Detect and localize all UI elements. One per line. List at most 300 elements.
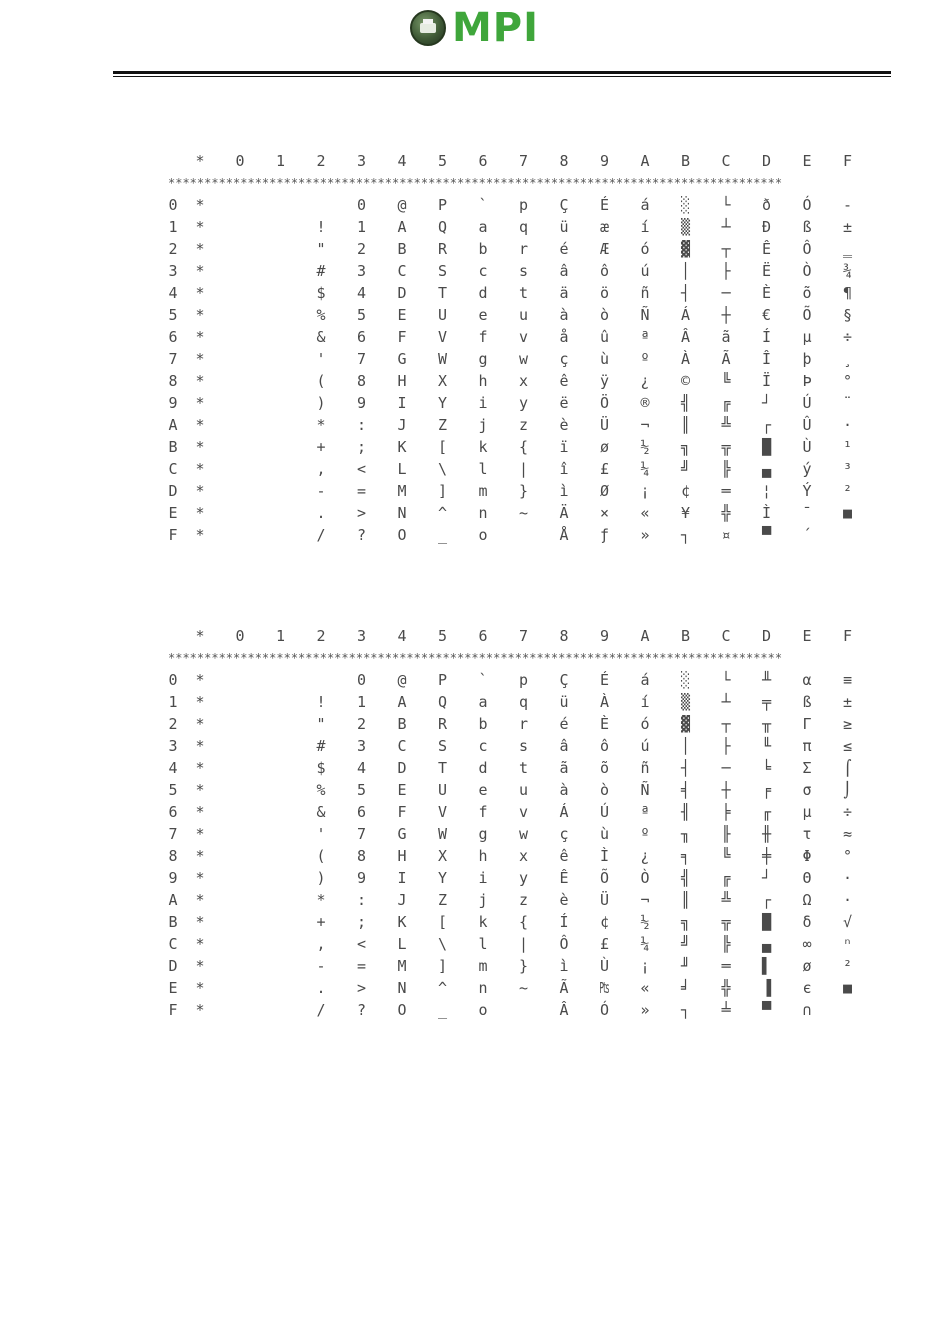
column-header: A <box>640 627 650 645</box>
char-cell: σ <box>802 781 812 799</box>
char-cell: ╬ <box>721 979 731 997</box>
char-cell: 0 <box>356 671 367 689</box>
asterisk-separator: ************************************************************************************* <box>168 651 783 661</box>
header-corner-star: * <box>195 152 205 170</box>
char-cell: ½ <box>640 913 650 931</box>
row-star: * <box>195 913 205 931</box>
row-label: A <box>168 891 178 909</box>
char-cell: Ç <box>559 196 569 214</box>
char-cell: E <box>397 306 407 324</box>
char-cell: 1 <box>356 693 367 711</box>
table-row <box>160 889 860 911</box>
separator-row <box>160 172 860 194</box>
char-cell: r <box>518 240 529 258</box>
char-cell: g <box>478 825 488 843</box>
char-cell: £ <box>599 935 610 953</box>
column-header: 9 <box>599 152 610 170</box>
char-cell: Á <box>680 306 691 324</box>
char-cell: ñ <box>640 759 650 777</box>
column-header: 5 <box>437 627 448 645</box>
char-cell: ] <box>437 482 448 500</box>
char-cell: K <box>397 438 407 456</box>
column-header: 5 <box>437 152 448 170</box>
char-cell: | <box>518 460 529 478</box>
char-cell: - <box>842 196 853 214</box>
char-cell: 2 <box>356 240 367 258</box>
char-cell: ù <box>599 825 610 843</box>
mpi-logo <box>410 5 540 51</box>
char-cell: a <box>478 218 488 236</box>
char-cell: D <box>397 284 407 302</box>
header-corner-star: * <box>195 627 205 645</box>
char-cell: √ <box>842 913 853 931</box>
column-header-row <box>160 625 860 647</box>
char-cell: Ü <box>599 416 610 434</box>
char-cell: P <box>437 671 448 689</box>
char-cell: ┌ <box>761 891 772 909</box>
char-cell: Ý <box>802 482 812 500</box>
char-cell: J <box>397 416 407 434</box>
table-row <box>160 999 860 1021</box>
row-star: * <box>195 350 205 368</box>
char-cell: ≡ <box>842 671 853 689</box>
char-cell: ú <box>640 262 650 280</box>
char-cell: ░ <box>680 671 691 689</box>
char-cell: π <box>802 737 812 755</box>
table-row <box>160 524 860 546</box>
char-cell: ╝ <box>680 460 691 478</box>
char-cell: = <box>356 482 367 500</box>
char-cell: 0 <box>356 196 367 214</box>
char-cell: B <box>397 715 407 733</box>
char-cell: ─ <box>721 759 731 777</box>
char-cell: . <box>316 979 326 997</box>
char-cell: Ì <box>761 504 772 522</box>
char-cell: p <box>518 671 529 689</box>
char-cell: X <box>437 847 448 865</box>
column-header: C <box>721 627 731 645</box>
char-cell: Î <box>761 350 772 368</box>
row-label: 9 <box>168 394 178 412</box>
char-cell: I <box>397 394 407 412</box>
char-cell: C <box>397 737 407 755</box>
column-header: B <box>680 627 691 645</box>
row-star: * <box>195 482 205 500</box>
char-cell: Ö <box>599 394 610 412</box>
char-cell: U <box>437 781 448 799</box>
char-cell: ó <box>640 240 650 258</box>
char-cell: D <box>397 759 407 777</box>
char-cell: Q <box>437 693 448 711</box>
char-cell: i <box>478 394 488 412</box>
char-cell: q <box>518 693 529 711</box>
row-label: 8 <box>168 847 178 865</box>
table-row <box>160 458 860 480</box>
char-cell: █ <box>761 438 772 456</box>
char-cell: ╛ <box>680 979 691 997</box>
char-cell: Â <box>680 328 691 346</box>
char-cell: ╟ <box>721 825 731 843</box>
char-cell: j <box>478 891 488 909</box>
row-star: * <box>195 671 205 689</box>
char-cell: 7 <box>356 350 367 368</box>
row-star: * <box>195 504 205 522</box>
char-cell: . <box>316 504 326 522</box>
char-cell: ▀ <box>761 526 772 544</box>
row-star: * <box>195 759 205 777</box>
char-cell: B <box>397 240 407 258</box>
char-cell: 2 <box>356 715 367 733</box>
char-cell: ð <box>761 196 772 214</box>
char-cell: s <box>518 262 529 280</box>
char-cell: ± <box>842 693 853 711</box>
char-cell: F <box>397 803 407 821</box>
char-cell: ` <box>478 671 488 689</box>
char-cell: ¤ <box>721 526 731 544</box>
char-cell: À <box>680 350 691 368</box>
row-star: * <box>195 372 205 390</box>
char-cell: S <box>437 262 448 280</box>
char-cell: ÿ <box>599 372 610 390</box>
char-cell: │ <box>680 737 691 755</box>
char-cell: ⌠ <box>842 759 853 777</box>
char-cell: ü <box>559 693 569 711</box>
char-cell: o <box>478 1001 488 1019</box>
char-cell: H <box>397 372 407 390</box>
char-cell: + <box>316 438 326 456</box>
char-cell: ╗ <box>680 438 691 456</box>
char-cell: b <box>478 715 488 733</box>
char-cell: è <box>559 416 569 434</box>
row-star: * <box>195 438 205 456</box>
char-cell: ╙ <box>761 737 772 755</box>
row-star: * <box>195 394 205 412</box>
char-cell: n <box>478 979 488 997</box>
row-label: 0 <box>168 671 178 689</box>
char-cell: 3 <box>356 262 367 280</box>
char-cell: Õ <box>599 869 610 887</box>
char-cell: [ <box>437 438 448 456</box>
char-cell: l <box>478 460 488 478</box>
char-cell: £ <box>599 460 610 478</box>
char-cell: m <box>478 482 488 500</box>
row-star: * <box>195 979 205 997</box>
char-cell: ( <box>316 847 326 865</box>
char-cell: ÷ <box>842 328 853 346</box>
char-cell: Ô <box>802 240 812 258</box>
char-cell: ° <box>842 847 853 865</box>
row-star: * <box>195 196 205 214</box>
char-cell: > <box>356 504 367 522</box>
char-cell: h <box>478 372 488 390</box>
char-cell: Y <box>437 394 448 412</box>
row-label: 9 <box>168 869 178 887</box>
char-cell: % <box>316 781 326 799</box>
char-cell: 5 <box>356 306 367 324</box>
char-cell: ü <box>559 218 569 236</box>
char-cell: ▌ <box>761 957 772 975</box>
char-cell: n <box>478 504 488 522</box>
row-label: 5 <box>168 306 178 324</box>
column-header: 6 <box>478 152 488 170</box>
char-cell: õ <box>802 284 812 302</box>
char-cell: ] <box>437 957 448 975</box>
char-cell: º <box>640 825 650 843</box>
table-row <box>160 669 860 691</box>
char-cell: º <box>640 350 650 368</box>
char-cell: C <box>397 262 407 280</box>
table-row <box>160 216 860 238</box>
char-cell: e <box>478 306 488 324</box>
row-star: * <box>195 847 205 865</box>
char-cell: N <box>397 979 407 997</box>
char-cell: ® <box>640 394 650 412</box>
char-cell: ╪ <box>761 847 772 865</box>
char-cell: ½ <box>640 438 650 456</box>
table-row <box>160 238 860 260</box>
char-cell: Ã <box>721 350 731 368</box>
char-cell: í <box>640 693 650 711</box>
char-cell: Ü <box>599 891 610 909</box>
char-cell: f <box>478 328 488 346</box>
char-cell: ╬ <box>721 504 731 522</box>
column-header: E <box>802 152 812 170</box>
table-row <box>160 480 860 502</box>
char-cell: e <box>478 781 488 799</box>
char-cell: á <box>640 196 650 214</box>
char-cell: / <box>316 526 326 544</box>
char-cell: » <box>640 1001 650 1019</box>
char-cell: » <box>640 526 650 544</box>
char-cell: ┼ <box>721 306 731 324</box>
char-cell: Z <box>437 891 448 909</box>
char-cell: o <box>478 526 488 544</box>
char-cell: ß <box>802 693 812 711</box>
char-cell: i <box>478 869 488 887</box>
char-cell: Z <box>437 416 448 434</box>
char-cell: , <box>316 935 326 953</box>
char-cell: · <box>842 416 853 434</box>
char-cell: È <box>599 715 610 733</box>
row-star: * <box>195 1001 205 1019</box>
char-cell: r <box>518 715 529 733</box>
row-star: * <box>195 803 205 821</box>
char-cell: Ô <box>559 935 569 953</box>
char-cell: ≥ <box>842 715 853 733</box>
char-cell: É <box>599 671 610 689</box>
char-cell: Ë <box>761 262 772 280</box>
char-cell: ╕ <box>680 847 691 865</box>
char-cell: Ã <box>559 979 569 997</box>
row-label: 2 <box>168 240 178 258</box>
row-label: B <box>168 438 178 456</box>
char-cell: v <box>518 328 529 346</box>
column-header: F <box>842 627 853 645</box>
char-cell: Û <box>802 416 812 434</box>
char-cell: µ <box>802 803 812 821</box>
char-cell: α <box>802 671 812 689</box>
char-cell: ╩ <box>721 416 731 434</box>
char-cell: ö <box>599 284 610 302</box>
char-cell: ■ <box>842 979 853 997</box>
char-cell: É <box>599 196 610 214</box>
row-star: * <box>195 328 205 346</box>
char-cell: & <box>316 328 326 346</box>
char-cell: : <box>356 891 367 909</box>
char-cell: ╜ <box>680 957 691 975</box>
char-cell: # <box>316 262 326 280</box>
char-cell: ▓ <box>680 715 691 733</box>
char-cell: ± <box>842 218 853 236</box>
char-cell: τ <box>802 825 812 843</box>
char-cell: P <box>437 196 448 214</box>
char-cell: å <box>559 328 569 346</box>
char-cell: ª <box>640 803 650 821</box>
char-cell: A <box>397 693 407 711</box>
header-rule <box>113 71 891 74</box>
row-label: D <box>168 957 178 975</box>
char-cell: ┐ <box>680 1001 691 1019</box>
table-row <box>160 867 860 889</box>
char-cell: ╘ <box>761 759 772 777</box>
char-cell: ? <box>356 526 367 544</box>
char-cell: y <box>518 394 529 412</box>
asterisk-separator: ************************************************************************************* <box>168 176 783 186</box>
char-cell: Ó <box>599 1001 610 1019</box>
row-star: * <box>195 526 205 544</box>
char-cell: - <box>316 957 326 975</box>
char-cell: ° <box>842 372 853 390</box>
row-star: * <box>195 240 205 258</box>
char-cell: Í <box>761 328 772 346</box>
char-cell: W <box>437 350 448 368</box>
char-cell: @ <box>397 671 407 689</box>
char-cell: 5 <box>356 781 367 799</box>
char-cell: * <box>316 891 326 909</box>
char-cell: 4 <box>356 284 367 302</box>
char-cell: ª <box>640 328 650 346</box>
column-header: 2 <box>316 627 326 645</box>
char-cell: ¾ <box>842 262 853 280</box>
char-cell: ã <box>721 328 731 346</box>
char-cell: ─ <box>721 284 731 302</box>
char-cell: ╒ <box>761 781 772 799</box>
char-cell: p <box>518 196 529 214</box>
page-header <box>0 0 950 90</box>
row-star: * <box>195 460 205 478</box>
char-cell: x <box>518 847 529 865</box>
char-cell: û <box>599 328 610 346</box>
char-cell: ² <box>842 957 853 975</box>
char-cell: Y <box>437 869 448 887</box>
char-cell: 4 <box>356 759 367 777</box>
char-cell: " <box>316 715 326 733</box>
column-header: F <box>842 152 853 170</box>
table-row <box>160 326 860 348</box>
char-cell: ¢ <box>680 482 691 500</box>
char-cell: à <box>559 306 569 324</box>
char-cell: · <box>842 891 853 909</box>
char-cell: q <box>518 218 529 236</box>
char-cell: ╔ <box>721 869 731 887</box>
row-label: 7 <box>168 350 178 368</box>
char-cell: b <box>478 240 488 258</box>
table-row <box>160 348 860 370</box>
char-cell: ▄ <box>761 935 772 953</box>
char-cell: V <box>437 803 448 821</box>
char-cell: ' <box>316 350 326 368</box>
char-cell: { <box>518 438 529 456</box>
char-cell: $ <box>316 759 326 777</box>
char-cell: ║ <box>680 416 691 434</box>
table-row <box>160 260 860 282</box>
char-cell: 7 <box>356 825 367 843</box>
char-cell: z <box>518 416 529 434</box>
char-cell: * <box>316 416 326 434</box>
char-cell: Ñ <box>640 781 650 799</box>
column-header: E <box>802 627 812 645</box>
char-cell: } <box>518 957 529 975</box>
row-label: D <box>168 482 178 500</box>
char-cell: ┬ <box>721 715 731 733</box>
char-cell: ú <box>640 737 650 755</box>
row-star: * <box>195 218 205 236</box>
char-cell: T <box>437 284 448 302</box>
char-cell: 6 <box>356 328 367 346</box>
column-header: 2 <box>316 152 326 170</box>
char-cell: : <box>356 416 367 434</box>
char-cell: | <box>518 935 529 953</box>
row-label: A <box>168 416 178 434</box>
column-header: 4 <box>397 627 407 645</box>
row-star: * <box>195 935 205 953</box>
char-cell: M <box>397 957 407 975</box>
char-cell: ¢ <box>599 913 610 931</box>
char-cell: ╤ <box>761 693 772 711</box>
row-star: * <box>195 262 205 280</box>
char-cell: E <box>397 781 407 799</box>
char-cell: @ <box>397 196 407 214</box>
char-cell: ≈ <box>842 825 853 843</box>
char-cell: _ <box>437 526 448 544</box>
char-cell: ╗ <box>680 913 691 931</box>
char-cell: < <box>356 460 367 478</box>
table-row <box>160 304 860 326</box>
char-cell: 3 <box>356 737 367 755</box>
char-cell: ‗ <box>842 240 853 258</box>
char-cell: ┘ <box>761 869 772 887</box>
char-cell: « <box>640 504 650 522</box>
table-row <box>160 977 860 999</box>
charset-table-1 <box>160 150 860 546</box>
char-cell: Á <box>559 803 569 821</box>
char-cell: ê <box>559 372 569 390</box>
char-cell: Ê <box>761 240 772 258</box>
column-header: 7 <box>518 152 529 170</box>
row-label: 1 <box>168 693 178 711</box>
char-cell: H <box>397 847 407 865</box>
char-cell: ! <box>316 218 326 236</box>
row-label: F <box>168 1001 178 1019</box>
char-cell: l <box>478 935 488 953</box>
char-cell: ¦ <box>761 482 772 500</box>
char-cell: € <box>761 306 772 324</box>
char-cell: O <box>397 1001 407 1019</box>
char-cell: ╦ <box>721 913 731 931</box>
char-cell: │ <box>680 262 691 280</box>
char-cell: Θ <box>802 869 812 887</box>
char-cell: ï <box>559 438 569 456</box>
